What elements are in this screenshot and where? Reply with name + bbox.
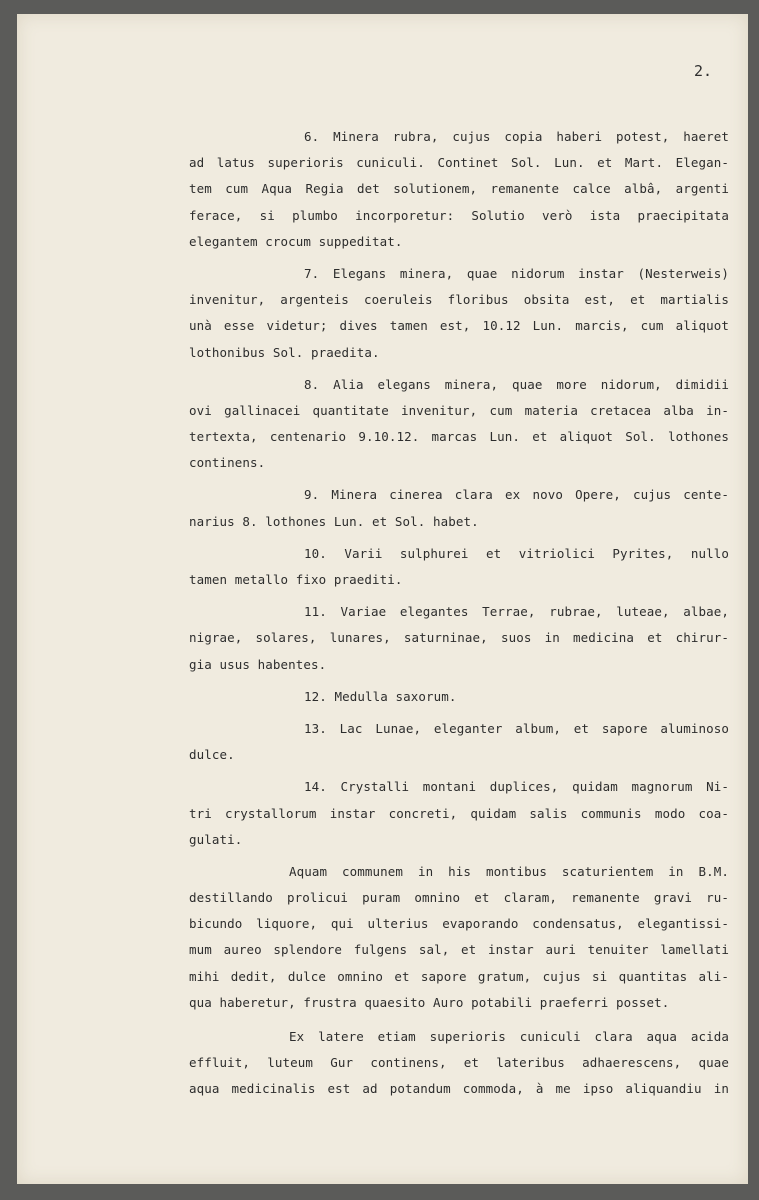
text-line: 6. Minera rubra, cujus copia haberi potest, haeret [304, 129, 729, 144]
text-line: tri crystallorum instar concreti, quidam salis communis modo coa- [189, 805, 729, 821]
text-line: ferace, si plumbo incorporetur: Solutio verò ista praecipitata [189, 207, 729, 223]
text-line: continens. [189, 455, 266, 471]
text-line: destillando prolicui puram omnino et claram, remanente gravi ru- [189, 890, 729, 906]
text-line: 9. Minera cinerea clara ex novo Opere, cujus cente- [304, 487, 729, 503]
paragraph [189, 684, 729, 710]
text-line: tamen metallo fixo praediti. [189, 572, 403, 587]
text-line: 14. Crystalli montani duplices, quidam magnorum Ni- [304, 779, 729, 795]
text-line: elegantem crocum suppeditat. [189, 233, 403, 249]
text-line: dulce. [189, 747, 235, 763]
text-line: lothonibus Sol. praedita. [189, 344, 380, 360]
text-line: ovi gallinacei quantitate invenitur, cum materia cretacea alba in- [189, 402, 729, 418]
text-line: 12. Medulla saxorum. [304, 688, 457, 704]
text-line: 13. Lac Lunae, eleganter album, et sapore aluminoso [304, 720, 729, 736]
paragraph [189, 541, 729, 593]
text-line: tem cum Aqua Regia det solutionem, remanente calce albâ, argenti [189, 181, 729, 197]
paragraph [189, 599, 729, 678]
paragraph [189, 1024, 729, 1103]
text-line: 8. Alia elegans minera, quae more nidorum, dimidii [304, 376, 729, 392]
text-line: gulati. [189, 831, 243, 847]
page-number: 2. [694, 62, 713, 80]
text-line: 11. Variae elegantes Terrae, rubrae, luteae, albae, [304, 604, 729, 620]
text-line: effluit, luteum Gur continens, et lateribus adhaerescens, quae [189, 1055, 729, 1071]
paragraph [189, 482, 729, 534]
text-line: bicundo liquore, qui ulterius evaporando condensatus, elegantissi- [189, 916, 729, 932]
text-line: narius 8. lothones Lun. et Sol. habet. [189, 513, 479, 529]
paragraph [189, 124, 729, 255]
text-line: gia usus habentes. [189, 656, 327, 672]
text-line: Aquam communem in his montibus scaturientem in B.M. [289, 863, 729, 879]
text-line: invenitur, argenteis coeruleis floribus obsita est, et martialis [189, 292, 729, 308]
paragraph [189, 859, 729, 1016]
paragraph [189, 774, 729, 853]
text-line: mum aureo splendore fulgens sal, et instar auri tenuiter lamellati [189, 942, 729, 958]
document-body [189, 124, 729, 1109]
text-line: aqua medicinalis est ad potandum commoda, à me ipso aliquandiu in [189, 1081, 729, 1097]
text-line: ad latus superioris cuniculi. Continet Sol. Lun. et Mart. Elegan- [189, 155, 729, 171]
text-line: nigrae, solares, lunares, saturninae, suos in medicina et chirur- [189, 630, 729, 646]
paragraph [189, 372, 729, 477]
text-line: mihi dedit, dulce omnino et sapore gratum, cujus si quantitas ali- [189, 968, 729, 984]
paragraph [189, 716, 729, 768]
document-page [17, 14, 748, 1184]
text-line: unà esse videtur; dives tamen est, 10.12 Lun. marcis, cum aliquot [189, 318, 729, 334]
text-line: Ex latere etiam superioris cuniculi clara aqua acida [289, 1029, 729, 1044]
paragraph [189, 261, 729, 366]
text-line: 7. Elegans minera, quae nidorum instar (Nesterweis) [304, 265, 729, 281]
text-line: 10. Varii sulphurei et vitriolici Pyrites, nullo [304, 545, 729, 561]
text-line: tertexta, centenario 9.10.12. marcas Lun. et aliquot Sol. lothones [189, 429, 729, 445]
text-line: qua haberetur, frustra quaesito Auro potabili praeferri posset. [189, 994, 670, 1010]
